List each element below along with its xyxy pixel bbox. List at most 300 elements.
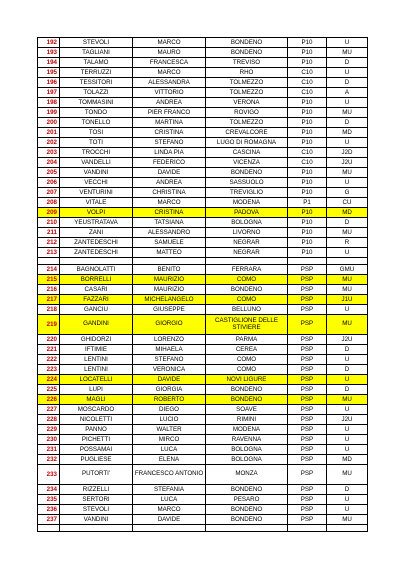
class-cell: MU <box>327 395 368 405</box>
table-row <box>38 228 368 238</box>
class-cell: MU <box>327 275 368 285</box>
class-cell: U <box>327 98 368 108</box>
city-cell: BONDENO <box>206 485 288 495</box>
first-name-cell: MAURIZIO <box>133 275 206 285</box>
city-cell: ROVIGO <box>206 108 288 118</box>
surname-cell: CASARI <box>60 285 133 295</box>
category-cell: C10 <box>288 88 327 98</box>
first-name-cell: FRANCESCO ANTONIO <box>133 465 206 485</box>
city-cell: MONZA <box>206 465 288 485</box>
city-cell: VERONA <box>206 98 288 108</box>
row-number: 207 <box>38 188 60 198</box>
city-cell: TREVIGLIO <box>206 188 288 198</box>
table-row <box>38 108 368 118</box>
category-cell: P10 <box>288 98 327 108</box>
category-cell: PSP <box>288 435 327 445</box>
surname-cell: TESSITORI <box>60 78 133 88</box>
surname-cell: ZANTEDESCHI <box>60 238 133 248</box>
category-cell: P10 <box>288 138 327 148</box>
row-number <box>38 525 60 532</box>
city-cell: VICENZA <box>206 158 288 168</box>
class-cell: MU <box>327 315 368 335</box>
category-cell: PSP <box>288 485 327 495</box>
surname-cell: TROCCHI <box>60 148 133 158</box>
class-cell: U <box>327 445 368 455</box>
row-number: 208 <box>38 198 60 208</box>
surname-cell: BORRELLI <box>60 275 133 285</box>
city-cell <box>206 525 288 532</box>
surname-cell: TOTI <box>60 138 133 148</box>
surname-cell: NICOLETTI <box>60 415 133 425</box>
surname-cell: TONDO <box>60 108 133 118</box>
table-row <box>38 218 368 228</box>
city-cell: BOLOGNA <box>206 218 288 228</box>
category-cell: PSP <box>288 345 327 355</box>
table-row <box>38 395 368 405</box>
category-cell: PSP <box>288 455 327 465</box>
class-cell: D <box>327 345 368 355</box>
category-cell: P10 <box>288 38 327 48</box>
first-name-cell: LUCA <box>133 445 206 455</box>
first-name-cell: MIHAELA <box>133 345 206 355</box>
city-cell: FERRARA <box>206 265 288 275</box>
class-cell: J2U <box>327 158 368 168</box>
first-name-cell: MARCO <box>133 38 206 48</box>
category-cell: P10 <box>288 128 327 138</box>
city-cell: RHO <box>206 68 288 78</box>
surname-cell: PUGLIESE <box>60 455 133 465</box>
category-cell: PSP <box>288 355 327 365</box>
row-number: 221 <box>38 345 60 355</box>
class-cell: A <box>327 88 368 98</box>
row-number: 212 <box>38 238 60 248</box>
row-number: 222 <box>38 355 60 365</box>
row-number: 195 <box>38 68 60 78</box>
city-cell: BELLUNO <box>206 305 288 315</box>
first-name-cell: ALESSANDRO <box>133 228 206 238</box>
class-cell: U <box>327 375 368 385</box>
first-name-cell: ALESSANDRA <box>133 78 206 88</box>
city-cell: TOLMEZZO <box>206 118 288 128</box>
category-cell: P10 <box>288 178 327 188</box>
city-cell: TOLMEZZO <box>206 78 288 88</box>
table-row <box>38 188 368 198</box>
class-cell: D <box>327 58 368 68</box>
surname-cell: VANDINI <box>60 168 133 178</box>
first-name-cell: CRISTINA <box>133 208 206 218</box>
row-number: 232 <box>38 455 60 465</box>
row-number: 199 <box>38 108 60 118</box>
table-body <box>38 38 368 532</box>
table-row <box>38 158 368 168</box>
city-cell: BOLOGNA <box>206 445 288 455</box>
class-cell: MD <box>327 455 368 465</box>
surname-cell: VANDINI <box>60 515 133 525</box>
surname-cell: VECCHI <box>60 178 133 188</box>
class-cell: D <box>327 78 368 88</box>
city-cell: BOLOGNA <box>206 455 288 465</box>
category-cell: P10 <box>288 48 327 58</box>
first-name-cell: FRANCESCA <box>133 58 206 68</box>
first-name-cell: LINDA PIA <box>133 148 206 158</box>
table-row <box>38 485 368 495</box>
category-cell: PSP <box>288 505 327 515</box>
row-number: 228 <box>38 415 60 425</box>
category-cell: C10 <box>288 78 327 88</box>
first-name-cell: LUCIO <box>133 415 206 425</box>
surname-cell: GANDINI <box>60 315 133 335</box>
row-number: 223 <box>38 365 60 375</box>
category-cell: PSP <box>288 415 327 425</box>
first-name-cell <box>133 525 206 532</box>
class-cell: MU <box>327 285 368 295</box>
surname-cell: PICHETTI <box>60 435 133 445</box>
row-number: 230 <box>38 435 60 445</box>
row-number: 192 <box>38 38 60 48</box>
row-number: 233 <box>38 465 60 485</box>
category-cell: P10 <box>288 238 327 248</box>
class-cell: U <box>327 68 368 78</box>
row-number: 209 <box>38 208 60 218</box>
spacer-row <box>38 525 368 532</box>
row-number: 213 <box>38 248 60 258</box>
category-cell: C10 <box>288 68 327 78</box>
table-row <box>38 415 368 425</box>
first-name-cell: DIEGO <box>133 405 206 415</box>
first-name-cell: GIORGIA <box>133 385 206 395</box>
class-cell: D <box>327 218 368 228</box>
category-cell: PSP <box>288 275 327 285</box>
surname-cell: PUTORTI' <box>60 465 133 485</box>
surname-cell: TAGLIANI <box>60 48 133 58</box>
class-cell: U <box>327 38 368 48</box>
first-name-cell: TATSIANA <box>133 218 206 228</box>
row-number: 217 <box>38 295 60 305</box>
surname-cell: VENTURINI <box>60 188 133 198</box>
row-number: 220 <box>38 335 60 345</box>
city-cell: RIMINI <box>206 415 288 425</box>
table-row <box>38 505 368 515</box>
category-cell: P10 <box>288 228 327 238</box>
surname-cell: LOCATELLI <box>60 375 133 385</box>
first-name-cell: MICHELANGELO <box>133 295 206 305</box>
class-cell: CU <box>327 198 368 208</box>
city-cell: NOVI LIGURE <box>206 375 288 385</box>
category-cell: PSP <box>288 515 327 525</box>
row-number: 211 <box>38 228 60 238</box>
surname-cell: FAZZARI <box>60 295 133 305</box>
surname-cell: MOSCARDO <box>60 405 133 415</box>
city-cell: SASSUOLO <box>206 178 288 188</box>
table-row <box>38 198 368 208</box>
city-cell: PARMA <box>206 335 288 345</box>
row-number: 206 <box>38 178 60 188</box>
surname-cell: RIZZELLI <box>60 485 133 495</box>
city-cell: CREVALCORE <box>206 128 288 138</box>
table-row <box>38 285 368 295</box>
surname-cell <box>60 525 133 532</box>
row-number: 227 <box>38 405 60 415</box>
class-cell: MD <box>327 208 368 218</box>
table-row <box>38 495 368 505</box>
row-number: 215 <box>38 275 60 285</box>
category-cell <box>288 258 327 265</box>
surname-cell: GANCIU <box>60 305 133 315</box>
table-row <box>38 345 368 355</box>
first-name-cell: BENITO <box>133 265 206 275</box>
table-row <box>38 295 368 305</box>
row-number: 201 <box>38 128 60 138</box>
table-row <box>38 248 368 258</box>
first-name-cell: PIER FRANCO <box>133 108 206 118</box>
table-row <box>38 148 368 158</box>
first-name-cell: CRISTINA <box>133 128 206 138</box>
first-name-cell: ANDREA <box>133 98 206 108</box>
category-cell: P1 <box>288 198 327 208</box>
first-name-cell: STEFANO <box>133 138 206 148</box>
category-cell: PSP <box>288 375 327 385</box>
table-row <box>38 315 368 335</box>
table-row <box>38 58 368 68</box>
row-number: 218 <box>38 305 60 315</box>
table-row <box>38 375 368 385</box>
row-number: 194 <box>38 58 60 68</box>
row-number: 214 <box>38 265 60 275</box>
table-row <box>38 168 368 178</box>
row-number: 234 <box>38 485 60 495</box>
row-number: 236 <box>38 505 60 515</box>
first-name-cell: VITTORIO <box>133 88 206 98</box>
category-cell: PSP <box>288 265 327 275</box>
city-cell: CASTIGLIONE DELLE STIVIERE <box>206 315 288 335</box>
city-cell: NEGRAR <box>206 238 288 248</box>
class-cell: D <box>327 385 368 395</box>
first-name-cell: ELENA <box>133 455 206 465</box>
class-cell: U <box>327 505 368 515</box>
table-row <box>38 78 368 88</box>
first-name-cell: ANDREA <box>133 178 206 188</box>
surname-cell: ZANI <box>60 228 133 238</box>
class-cell: MU <box>327 228 368 238</box>
row-number: 237 <box>38 515 60 525</box>
class-cell: U <box>327 495 368 505</box>
surname-cell: TALAMO <box>60 58 133 68</box>
city-cell: CEREA <box>206 345 288 355</box>
category-cell: PSP <box>288 305 327 315</box>
surname-cell: TERRUZZI <box>60 68 133 78</box>
first-name-cell <box>133 258 206 265</box>
class-cell: G <box>327 188 368 198</box>
city-cell: BONDENO <box>206 505 288 515</box>
category-cell: P10 <box>288 218 327 228</box>
first-name-cell: CHRISTINA <box>133 188 206 198</box>
city-cell: MODENA <box>206 198 288 208</box>
surname-cell: VOLPI <box>60 208 133 218</box>
city-cell: MODENA <box>206 425 288 435</box>
first-name-cell: MAURIZIO <box>133 285 206 295</box>
class-cell: R <box>327 238 368 248</box>
category-cell: P10 <box>288 118 327 128</box>
surname-cell: TOMMASINI <box>60 98 133 108</box>
table-row <box>38 465 368 485</box>
surname-cell: POSSAMAI <box>60 445 133 455</box>
table-row <box>38 138 368 148</box>
row-number: 200 <box>38 118 60 128</box>
first-name-cell: LUCA <box>133 495 206 505</box>
category-cell: P10 <box>288 208 327 218</box>
class-cell: MU <box>327 168 368 178</box>
surname-cell: TOSI <box>60 128 133 138</box>
first-name-cell: STEFANO <box>133 355 206 365</box>
class-cell: U <box>327 425 368 435</box>
class-cell: D <box>327 118 368 128</box>
first-name-cell: MARTINA <box>133 118 206 128</box>
row-number: 202 <box>38 138 60 148</box>
category-cell: C10 <box>288 158 327 168</box>
row-number: 226 <box>38 395 60 405</box>
table-row <box>38 88 368 98</box>
row-number: 216 <box>38 285 60 295</box>
surname-cell: STEVOLI <box>60 38 133 48</box>
class-cell: J2D <box>327 148 368 158</box>
row-number: 203 <box>38 148 60 158</box>
city-cell: TREVISO <box>206 58 288 68</box>
row-number: 205 <box>38 168 60 178</box>
first-name-cell: DAVIDE <box>133 515 206 525</box>
class-cell: J2U <box>327 415 368 425</box>
category-cell: PSP <box>288 315 327 335</box>
surname-cell: GHIDORZI <box>60 335 133 345</box>
category-cell: PSP <box>288 295 327 305</box>
city-cell: BONDENO <box>206 515 288 525</box>
surname-cell: LENTINI <box>60 355 133 365</box>
class-cell: U <box>327 178 368 188</box>
surname-cell: VANDELLI <box>60 158 133 168</box>
first-name-cell: STEFANIA <box>133 485 206 495</box>
row-number: 219 <box>38 315 60 335</box>
class-cell: GMU <box>327 265 368 275</box>
category-cell: PSP <box>288 495 327 505</box>
class-cell: D <box>327 365 368 375</box>
table-row <box>38 128 368 138</box>
city-cell: SOAVE <box>206 405 288 415</box>
city-cell: BONDENO <box>206 385 288 395</box>
class-cell: MU <box>327 108 368 118</box>
table-row <box>38 265 368 275</box>
surname-cell: PANNO <box>60 425 133 435</box>
row-number: 197 <box>38 88 60 98</box>
city-cell: BONDENO <box>206 38 288 48</box>
city-cell <box>206 258 288 265</box>
class-cell: MU <box>327 515 368 525</box>
first-name-cell: MARCO <box>133 68 206 78</box>
first-name-cell: SAMUELE <box>133 238 206 248</box>
category-cell: P10 <box>288 108 327 118</box>
table-row <box>38 275 368 285</box>
class-cell: MU <box>327 48 368 58</box>
class-cell: U <box>327 355 368 365</box>
table-row <box>38 405 368 415</box>
first-name-cell: FEDERICO <box>133 158 206 168</box>
surname-cell: SERTORI <box>60 495 133 505</box>
city-cell: COMO <box>206 365 288 375</box>
first-name-cell: WALTER <box>133 425 206 435</box>
surname-cell: STEVOLI <box>60 505 133 515</box>
surname-cell: MAGLI <box>60 395 133 405</box>
class-cell: MD <box>327 128 368 138</box>
category-cell: PSP <box>288 365 327 375</box>
city-cell: BONDENO <box>206 285 288 295</box>
table-row <box>38 455 368 465</box>
category-cell: P10 <box>288 188 327 198</box>
first-name-cell: MATTEO <box>133 248 206 258</box>
category-cell: PSP <box>288 405 327 415</box>
first-name-cell: MARCO <box>133 505 206 515</box>
surname-cell: BAGNOLATTI <box>60 265 133 275</box>
spacer-row <box>38 258 368 265</box>
surname-cell <box>60 258 133 265</box>
first-name-cell: MAURO <box>133 48 206 58</box>
table-row <box>38 425 368 435</box>
category-cell: P10 <box>288 168 327 178</box>
class-cell: U <box>327 405 368 415</box>
category-cell: PSP <box>288 385 327 395</box>
city-cell: RAVENNA <box>206 435 288 445</box>
category-cell: PSP <box>288 285 327 295</box>
row-number: 224 <box>38 375 60 385</box>
first-name-cell: MARCO <box>133 198 206 208</box>
city-cell: PADOVA <box>206 208 288 218</box>
class-cell: J2U <box>327 335 368 345</box>
city-cell: PESARO <box>206 495 288 505</box>
first-name-cell: DAVIDE <box>133 168 206 178</box>
table-row <box>38 355 368 365</box>
category-cell: PSP <box>288 425 327 435</box>
table-row <box>38 435 368 445</box>
category-cell: PSP <box>288 445 327 455</box>
city-cell: COMO <box>206 275 288 285</box>
row-number: 198 <box>38 98 60 108</box>
table-row <box>38 385 368 395</box>
class-cell: D <box>327 485 368 495</box>
surname-cell: LUPI <box>60 385 133 395</box>
first-name-cell: ROBERTO <box>133 395 206 405</box>
class-cell <box>327 525 368 532</box>
class-cell: U <box>327 435 368 445</box>
table-row <box>38 48 368 58</box>
table-row <box>38 445 368 455</box>
city-cell: BONDENO <box>206 168 288 178</box>
city-cell: LUGO DI ROMAGNA <box>206 138 288 148</box>
row-number: 193 <box>38 48 60 58</box>
table-row <box>38 38 368 48</box>
first-name-cell: GIORGIO <box>133 315 206 335</box>
first-name-cell: DAVIDE <box>133 375 206 385</box>
row-number: 204 <box>38 158 60 168</box>
table-row <box>38 118 368 128</box>
class-cell: U <box>327 138 368 148</box>
row-number: 225 <box>38 385 60 395</box>
category-cell: P10 <box>288 58 327 68</box>
surname-cell: TOLAZZI <box>60 88 133 98</box>
row-number: 229 <box>38 425 60 435</box>
table-row <box>38 98 368 108</box>
city-cell: CASCINA <box>206 148 288 158</box>
row-number: 196 <box>38 78 60 88</box>
table-row <box>38 238 368 248</box>
table-row <box>38 305 368 315</box>
category-cell: PSP <box>288 335 327 345</box>
